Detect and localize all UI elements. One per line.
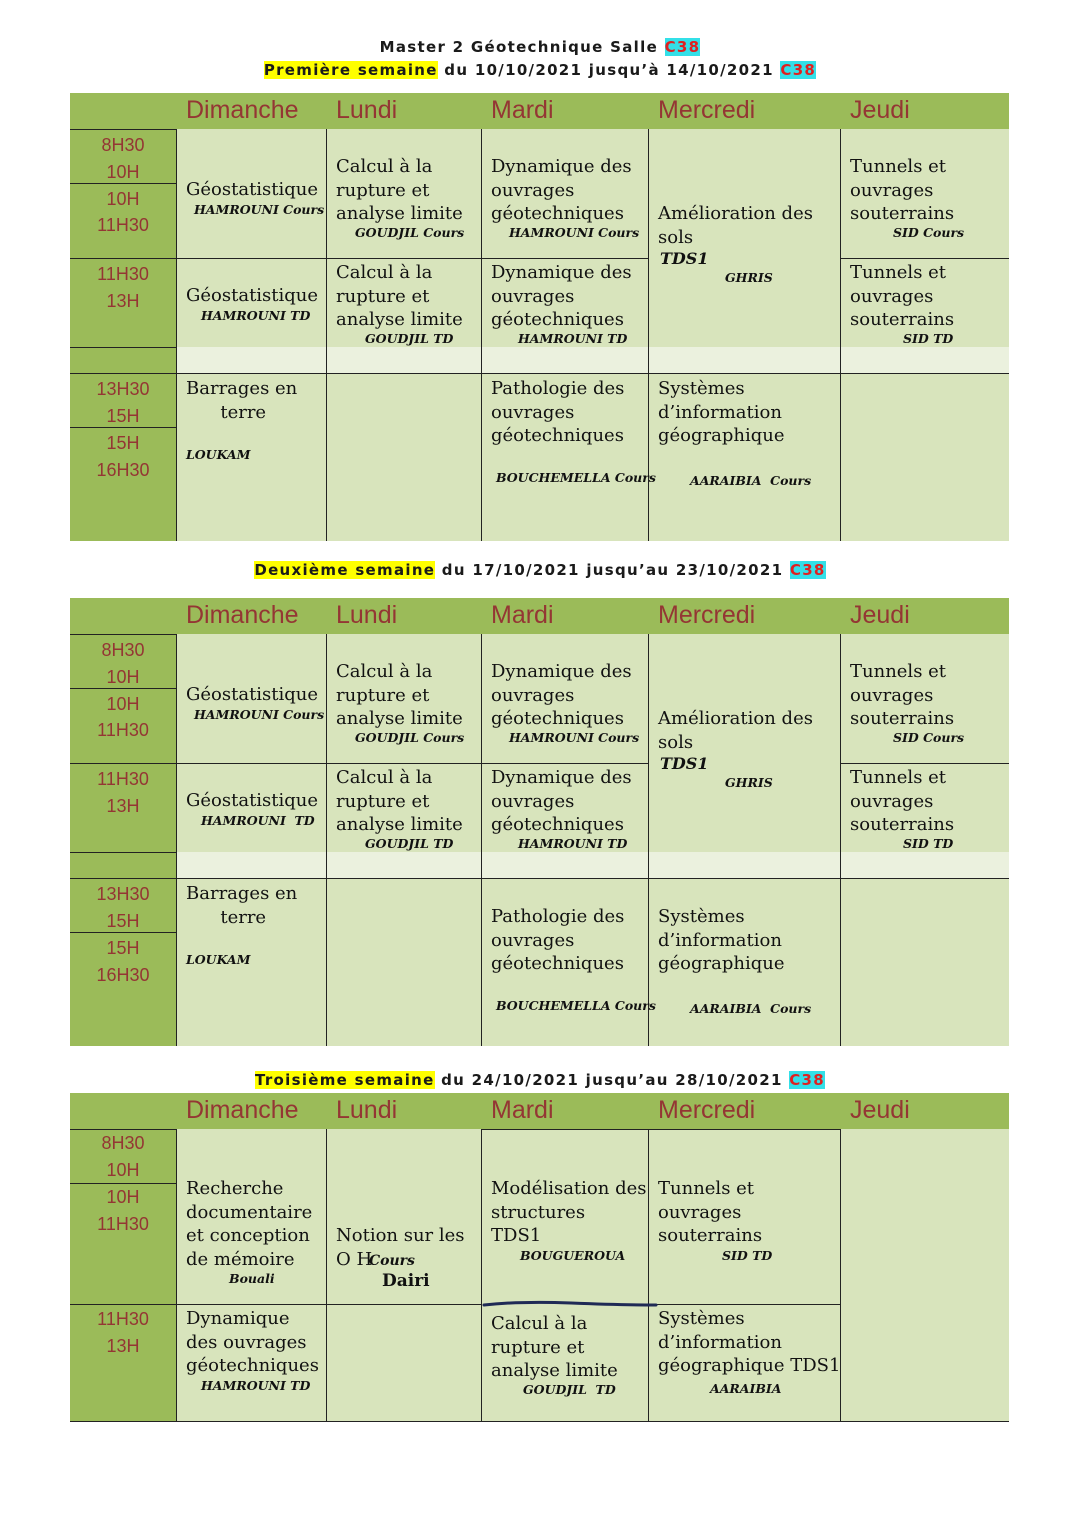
course-dynamique: Dynamique des ouvrages géotechniques — [491, 156, 632, 224]
day-lundi: Lundi — [336, 1096, 398, 1124]
day-jeudi: Jeudi — [850, 601, 910, 629]
pen-stroke — [481, 1298, 661, 1310]
course-tunnels: Tunnels et ouvrages souterrains — [850, 156, 955, 224]
day-lundi: Lundi — [336, 96, 398, 124]
week1-timetable: Dimanche Lundi Mardi Mercredi Jeudi 8H30 10H 10H 11H30 11H30 13H 13H30 15H 15H 16H30 Géostatistique HAMROUNI Cours Calcul à la rupture et analyse limite GOUDJIL Cours Dynamique des ouvrages géotechniques HAMROUNI Cours Amélioration des sols TDS1 GHRIS Tunnels et ouvrages souterrains SID Cours Géostatistique HAMROUNI TD Calcul à la rupture et analyse limite GOUDJIL TD Dynamique des ouvrages géotechniques HAMROUNI TD Tunnels et ouvrages souterrains SID TD Barrages en terre LOUKAM Pathologie des ouvrages géotechniques BOUCHEMELLA Cours Systèmes d’information géographique AARAIBIA Cours — [70, 93, 1009, 541]
day-mercredi: Mercredi — [658, 1096, 756, 1124]
course-pathologie: Pathologie des ouvrages géotechniques — [491, 378, 625, 446]
course-dynamique3: Dynamique des ouvrages géotechniques — [186, 1308, 319, 1376]
doc-title: Master 2 Géotechnique Salle C38 — [379, 38, 701, 56]
week3-title: Troisième semaine du 24/10/2021 jusqu’au 28/10/2021 C38 — [254, 1071, 826, 1089]
course-notion: Notion sur les O H — [336, 1225, 465, 1270]
course-modelisation: Modélisation des structures TDS1 — [491, 1178, 647, 1246]
day-dimanche: Dimanche — [186, 1096, 299, 1124]
day-dimanche: Dimanche — [186, 96, 299, 124]
day-jeudi: Jeudi — [850, 1096, 910, 1124]
course-sig3: Systèmes d’information géographique TDS1 — [658, 1308, 841, 1376]
day-dimanche: Dimanche — [186, 601, 299, 629]
room-badge: C38 — [664, 38, 701, 56]
course-amelioration: Amélioration des sols — [658, 203, 813, 248]
day-mercredi: Mercredi — [658, 601, 756, 629]
day-jeudi: Jeudi — [850, 96, 910, 124]
week3-timetable: Dimanche Lundi Mardi Mercredi Jeudi 8H30 10H 10H 11H30 11H30 13H Recherche documentaire et conception de mémoire Bouali Notion sur les O H Cours Dairi Modélisation des structures TDS1 BOUGUEROUA Tunnels et ouvrages souterrains SID TD Dynamique des ouvrages géotechniques HAMROUNI TD Calcul à la rupture et analyse limite GOUDJIL TD Systèmes d’information géographique TDS1 AARAIBIA — [70, 1093, 1009, 1422]
day-mercredi: Mercredi — [658, 96, 756, 124]
course-tunnels3: Tunnels et ouvrages souterrains — [658, 1178, 763, 1246]
course-calcul: Calcul à la rupture et analyse limite — [336, 156, 463, 224]
day-lundi: Lundi — [336, 601, 398, 629]
day-mardi: Mardi — [491, 601, 554, 629]
week2-title: Deuxième semaine du 17/10/2021 jusqu’au 23/10/2021 C38 — [254, 561, 826, 579]
week1-title: Première semaine du 10/10/2021 jusqu’à 14/10/2021 C38 — [263, 61, 817, 79]
course-calcul3: Calcul à la rupture et analyse limite — [491, 1313, 618, 1381]
lunch-break-row — [176, 852, 1009, 878]
day-mardi: Mardi — [491, 96, 554, 124]
course-sig: Systèmes d’information géographique — [658, 378, 785, 446]
course-recherche: Recherche documentaire et conception de mémoire — [186, 1178, 313, 1270]
lunch-break-row — [176, 347, 1009, 373]
course-geostat: Géostatistique — [186, 179, 319, 200]
day-mardi: Mardi — [491, 1096, 554, 1124]
week2-timetable: Dimanche Lundi Mardi Mercredi Jeudi 8H30 10H 10H 11H30 11H30 13H 13H30 15H 15H 16H30 Géostatistique HAMROUNI Cours Calcul à la rupture et analyse limite GOUDJIL Cours Dynamique des ouvrages géotechniques HAMROUNI Cours Amélioration des sols TDS1 GHRIS Tunnels et ouvrages souterrains SID Cours Géostatistique HAMROUNI TD Calcul à la rupture et analyse limite GOUDJIL TD Dynamique des ouvrages géotechniques HAMROUNI TD Tunnels et ouvrages souterrains SID TD Barrages en terre LOUKAM Pathologie des ouvrages géotechniques BOUCHEMELLA Cours Systèmes d’information géographique AARAIBIA Cours — [70, 598, 1009, 1046]
course-barrages: Barrages en terre — [186, 378, 298, 423]
